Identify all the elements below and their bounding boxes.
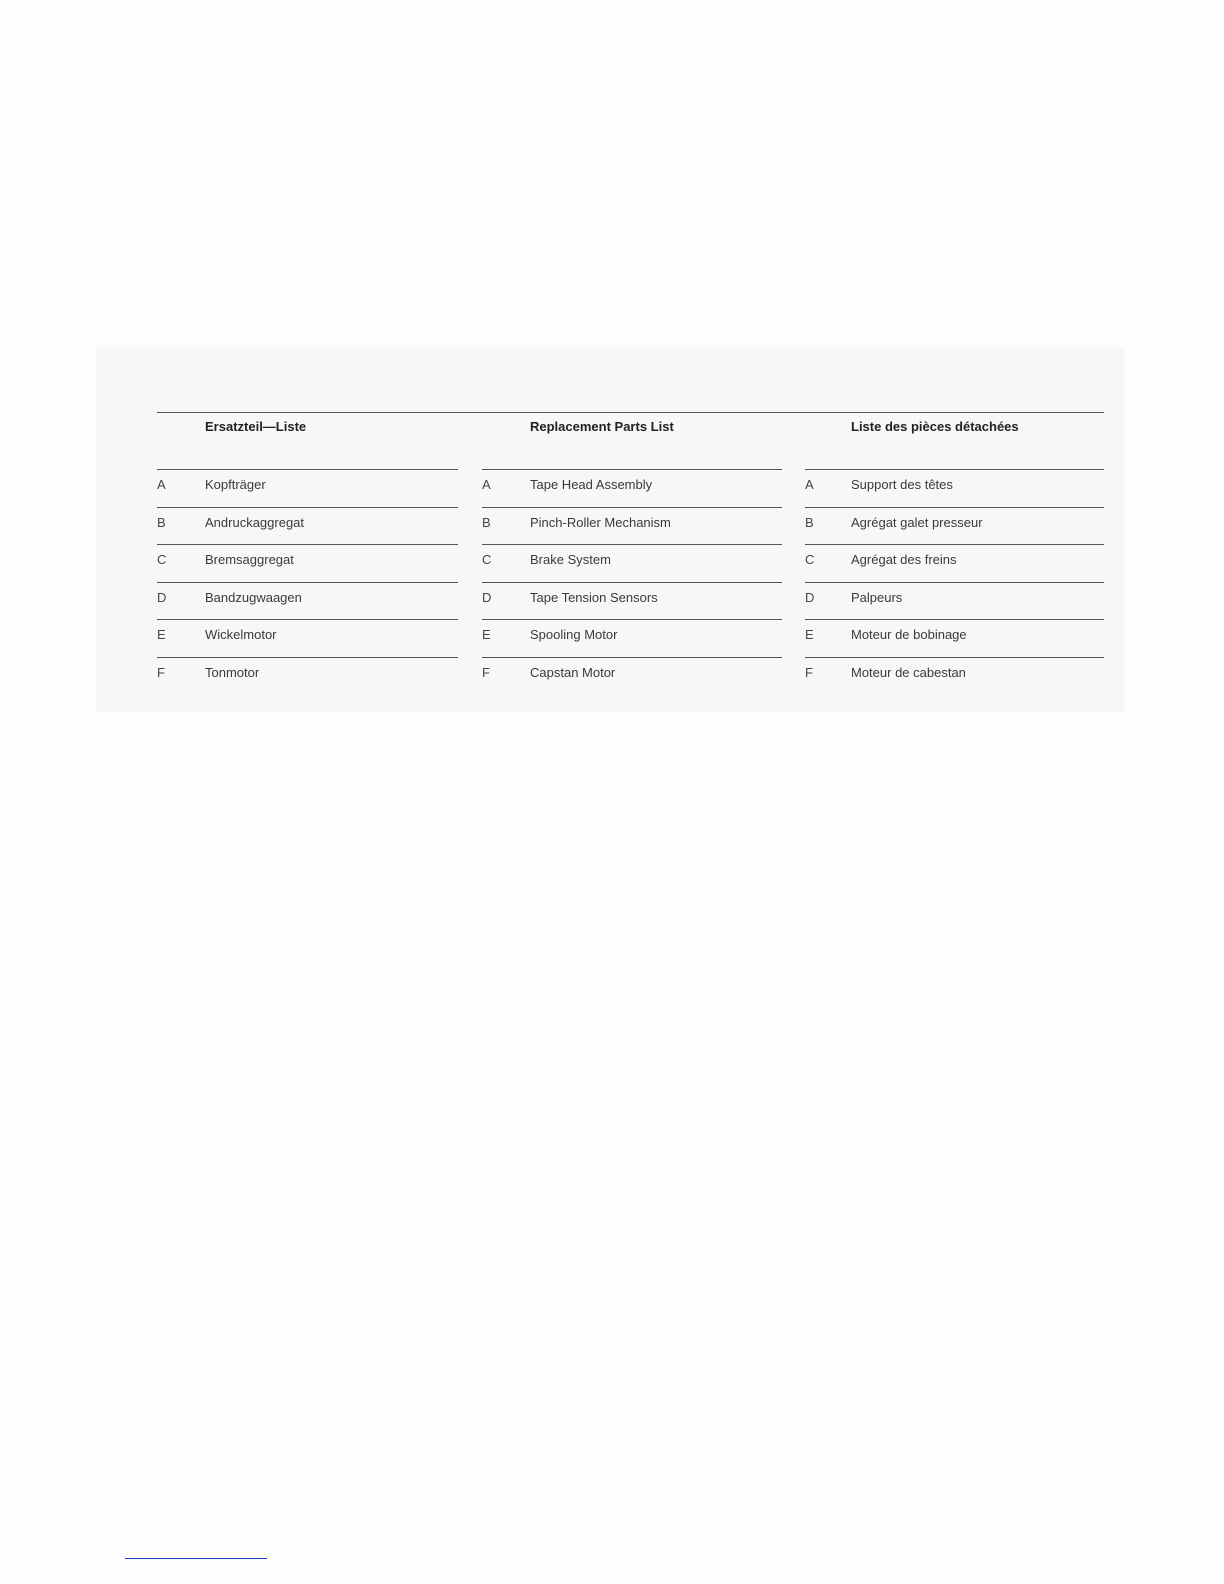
item-letter: D bbox=[482, 589, 492, 605]
item-letter: E bbox=[805, 627, 814, 643]
item-name: Bremsaggregat bbox=[205, 552, 294, 568]
item-letter: B bbox=[482, 514, 491, 530]
item-letter: C bbox=[482, 552, 492, 568]
item-name: Palpeurs bbox=[851, 589, 903, 605]
list-item bbox=[157, 469, 458, 507]
list-item bbox=[482, 657, 782, 695]
item-name: Capstan Motor bbox=[530, 664, 616, 680]
item-letter: E bbox=[482, 627, 491, 643]
column-title: Liste des pièces détachées bbox=[851, 419, 1019, 434]
list-item bbox=[805, 469, 1104, 507]
list-item bbox=[157, 619, 458, 657]
item-name: Wickelmotor bbox=[205, 627, 277, 643]
item-name: Bandzugwaagen bbox=[205, 589, 302, 605]
item-letter: E bbox=[157, 627, 166, 643]
list-item bbox=[482, 619, 782, 657]
list-item bbox=[482, 544, 782, 582]
list-item bbox=[482, 507, 782, 545]
item-letter: D bbox=[157, 589, 167, 605]
item-letter: F bbox=[805, 664, 813, 680]
list-item bbox=[157, 507, 458, 545]
item-name: Tape Tension Sensors bbox=[530, 589, 658, 605]
item-letter: A bbox=[482, 477, 491, 492]
item-name: Pinch-Roller Mechanism bbox=[530, 514, 671, 530]
header-rule bbox=[157, 412, 1104, 413]
parts-list bbox=[157, 469, 458, 695]
item-name: Moteur de bobinage bbox=[851, 627, 967, 643]
item-letter: C bbox=[805, 552, 815, 568]
list-item bbox=[805, 582, 1104, 620]
parts-list bbox=[805, 469, 1104, 695]
footnote-rule bbox=[125, 1558, 267, 1559]
item-name: Tape Head Assembly bbox=[530, 477, 653, 492]
item-letter: A bbox=[805, 477, 814, 492]
item-letter: F bbox=[482, 664, 490, 680]
item-letter: C bbox=[157, 552, 167, 568]
parts-list bbox=[482, 469, 782, 695]
list-item bbox=[157, 657, 458, 695]
item-letter: F bbox=[157, 664, 165, 680]
item-name: Agrégat galet presseur bbox=[851, 514, 983, 530]
list-item bbox=[482, 582, 782, 620]
item-letter: D bbox=[805, 589, 815, 605]
list-item bbox=[805, 507, 1104, 545]
item-letter: B bbox=[805, 514, 814, 530]
item-name: Spooling Motor bbox=[530, 627, 618, 643]
list-item bbox=[482, 469, 782, 507]
item-name: Moteur de cabestan bbox=[851, 664, 966, 680]
list-item bbox=[157, 544, 458, 582]
item-name: Agrégat des freins bbox=[851, 552, 957, 568]
list-item bbox=[805, 657, 1104, 695]
item-name: Kopfträger bbox=[205, 477, 266, 492]
item-name: Tonmotor bbox=[205, 664, 260, 680]
list-item bbox=[805, 544, 1104, 582]
column-title: Ersatzteil—Liste bbox=[205, 419, 307, 434]
column-title: Replacement Parts List bbox=[530, 419, 674, 434]
item-name: Andruckaggregat bbox=[205, 514, 305, 530]
item-name: Support des têtes bbox=[851, 477, 953, 492]
list-item bbox=[805, 619, 1104, 657]
item-name: Brake System bbox=[530, 552, 611, 568]
list-item bbox=[157, 582, 458, 620]
item-letter: B bbox=[157, 514, 166, 530]
item-letter: A bbox=[157, 477, 166, 492]
